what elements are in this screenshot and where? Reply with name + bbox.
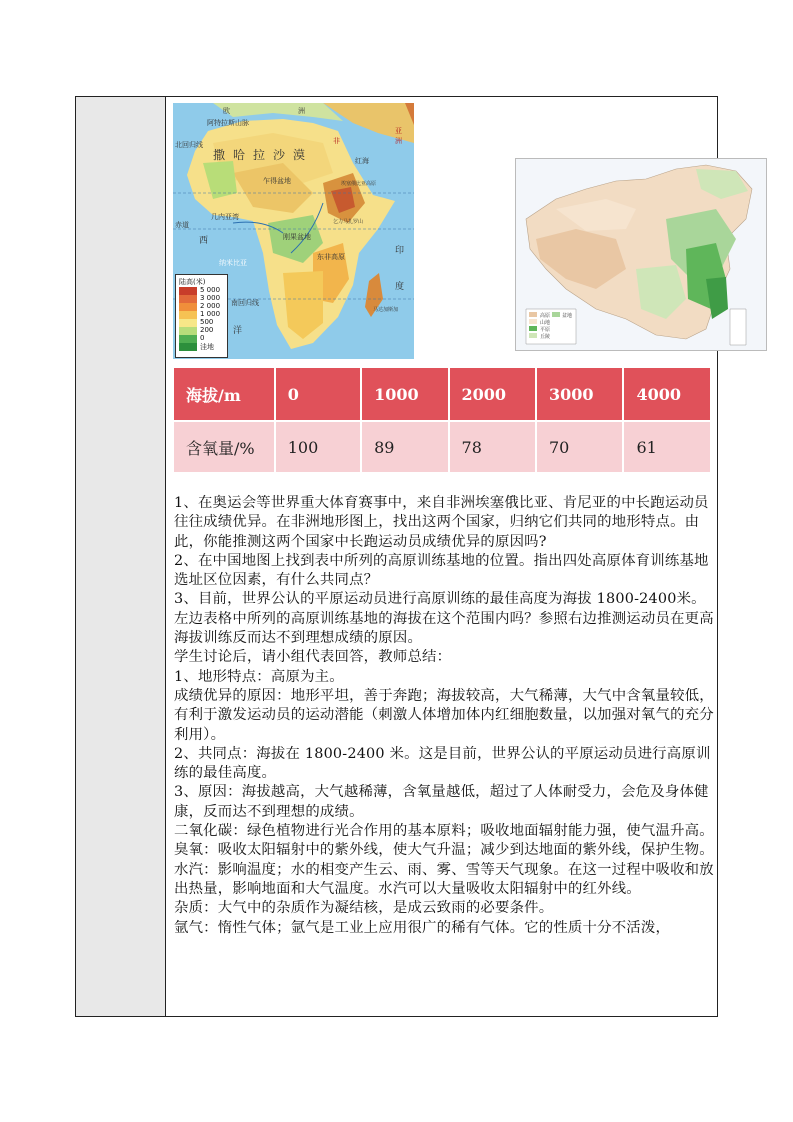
map-label: 洲: [395, 137, 402, 145]
map-label: 亚: [395, 127, 402, 135]
legend-swatch: [179, 327, 197, 335]
china-map-graphic: [516, 159, 766, 350]
paragraph: 1、地形特点：高原为主。: [174, 668, 344, 685]
paragraph: 成绩优异的原因：地形平坦，善于奔跑；海拔较高，大气稀薄，大气中含氧量较低，有利于激发运动员的运动潜能（刺激人体增加体内红细胞数量，以加强对氧气的充分利用）。: [174, 687, 714, 743]
legend-level: 2 000: [200, 302, 221, 310]
table-header-cell: 4000: [624, 368, 712, 420]
table-cell: 70: [537, 420, 624, 472]
legend-swatch: [179, 303, 197, 311]
table-header-cell: 海拔/m: [174, 368, 276, 420]
map-label: 南回归线: [231, 299, 259, 307]
china-terrain-map: [515, 158, 767, 351]
map-label: 度: [395, 282, 405, 292]
paragraph: 杂质：大气中的杂质作为凝结核，是成云致雨的必要条件。: [174, 900, 554, 917]
content-table: [75, 96, 718, 1017]
map-label: 北回归线: [175, 141, 203, 149]
paragraph: 3、原因：海拔越高，大气越稀薄，含氧量越低，超过了人体耐受力，会危及身体健康，反而达不到理想的成绩。: [174, 784, 709, 820]
legend-swatch: [179, 343, 197, 351]
paragraph: 1、在奥运会等世界重大体育赛事中，来自非洲埃塞俄比亚、肯尼亚的中长跑运动员往往成绩优异。在非洲地形图上，找出这两个国家，归纳它们共同的地形特点。由此，你能推测这两个国家中长跑运动员成绩优异的原因吗?: [174, 495, 709, 550]
china-legend-label: 高原: [540, 313, 551, 319]
table-header-cell: 2000: [450, 368, 537, 420]
map-label: 乞力马扎罗山: [333, 219, 364, 225]
china-legend-label: 平原: [540, 327, 551, 333]
elevation-legend: [175, 274, 228, 358]
legend-level: 5 000: [200, 286, 221, 294]
map-label: 非: [333, 137, 340, 145]
paragraph: 水汽：影响温度；水的相变产生云、雨、雾、雪等天气现象。在这一过程中吸收和放出热量，影响地面和大气温度。水汽可以大量吸收太阳辐射中的红外线。: [174, 861, 714, 897]
map-label: 印: [395, 246, 405, 256]
africa-relief-map: [173, 103, 414, 359]
map-label: 洲: [298, 107, 305, 115]
legend-swatch: [179, 311, 197, 319]
table-header-cell: 0: [276, 368, 362, 420]
paragraph: 2、共同点：海拔在 1800-2400 米。这是目前，世界公认的平原运动员进行高原训练的最佳高度。: [174, 745, 711, 782]
map-label: 洋: [233, 326, 243, 336]
paragraph: 2、在中国地图上找到表中所列的高原训练基地的位置。指出四处高原体育训练基地选址区位因素，有什么共同点？: [174, 552, 709, 589]
map-label: 刚果盆地: [283, 233, 311, 241]
left-column: [76, 97, 166, 1016]
paragraph: 氩气：惰性气体；氩气是工业上应用很广的稀有气体。它的性质十分不活泼，: [174, 919, 671, 936]
legend-swatch: [179, 295, 197, 303]
lesson-text: [174, 494, 717, 938]
legend-level: 0: [200, 334, 205, 342]
paragraph: 3、目前，世界公认的平原运动员进行高原训练的最佳高度为海拔 1800-2400米。左边表格中所列的高原训练基地的海拔在这个范围内吗？参照右边推测运动员在更高海拔训练反而达不到理想成绩的原因。: [174, 591, 714, 647]
legend-level: 洼地: [200, 343, 214, 351]
table-cell: 含氧量/%: [174, 420, 276, 472]
legend-swatch: [179, 287, 197, 295]
map-label: 红海: [355, 157, 369, 165]
china-legend-label: 丘陵: [540, 334, 551, 340]
map-label: 西: [199, 236, 209, 246]
legend-swatch: [179, 319, 197, 327]
legend-level: 3 000: [200, 294, 221, 302]
map-label: 东非高原: [317, 253, 345, 261]
paragraph: 二氧化碳：绿色植物进行光合作用的基本原料；吸收地面辐射能力强，使气温升高。: [174, 823, 714, 840]
china-legend-label: 山地: [540, 320, 551, 326]
table-cell: 89: [362, 420, 449, 472]
map-label: 几内亚湾: [211, 213, 239, 221]
table-row: [174, 420, 712, 472]
legend-level: 200: [200, 326, 214, 334]
china-legend-label: 盆地: [562, 313, 573, 319]
map-label: 马达加斯加: [373, 307, 399, 313]
table-header-cell: 3000: [537, 368, 624, 420]
map-label: 埃塞俄比亚高原: [341, 181, 377, 187]
map-label: 乍得盆地: [263, 177, 291, 185]
table-cell: 78: [450, 420, 537, 472]
legend-title: 陆高(米): [179, 278, 206, 286]
map-label: 阿特拉斯山脉: [207, 119, 249, 127]
table-header-row: [174, 368, 712, 420]
table-header-cell: 1000: [362, 368, 449, 420]
map-label: 赤道: [175, 221, 189, 229]
map-label-sahara: 撒哈拉沙漠: [213, 148, 314, 162]
table-cell: 61: [624, 420, 712, 472]
legend-level: 500: [200, 318, 214, 326]
legend-level: 1 000: [200, 310, 221, 318]
paragraph: 臭氧：吸收太阳辐射中的紫外线，使大气升温；减少到达地面的紫外线，保护生物。: [174, 842, 714, 859]
table-cell: 100: [276, 420, 362, 472]
map-label: 纳米比亚: [219, 259, 247, 267]
right-column: [166, 97, 717, 1016]
legend-swatch: [179, 335, 197, 343]
map-label: 欧: [223, 107, 230, 115]
oxygen-table: [174, 368, 712, 472]
paragraph: 学生讨论后，请小组代表回答，教师总结：: [174, 649, 452, 666]
